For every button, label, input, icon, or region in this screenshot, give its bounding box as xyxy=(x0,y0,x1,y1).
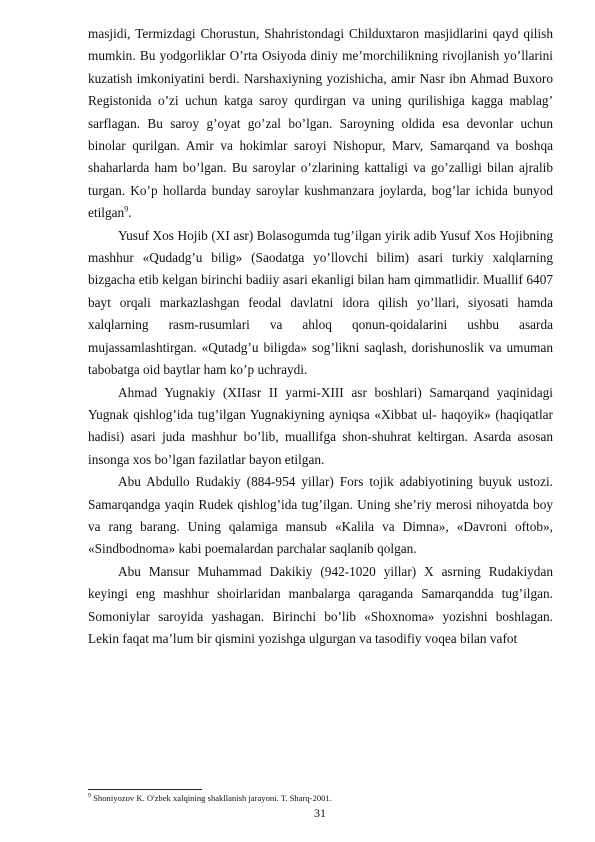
page-number: 31 xyxy=(314,806,326,820)
paragraph-4: Abu Abdullo Rudakiy (884-954 yillar) Fors tojik adabiyotining buyuk ustozi. Samarqandga yaqin Rudek qishlog’ida tug’ilgan. Uning she’riy merosi nihoyatda boy va rang barang. Uning qalamiga mansub «Kalila va Dimna», «Davroni oftob», «Sindbodnoma» kabi poemalardan parchalar saqlanib qolgan. xyxy=(88,474,553,557)
paragraph-3: Ahmad Yugnakiy (XIIasr II yarmi-XIII asr boshlari) Samarqand yaqinidagi Yugnak qishlog’ida tug’ilgan Yugnakiyning ayniqsa «Xibbat ul- haqoyik» (haqiqatlar hadisi) asari juda mashhur bo’lib, muallifga shon-shuhrat keltirgan. Asarda asosan insonga xos bo’lgan fazilatlar bayon etilgan. xyxy=(88,384,553,467)
footnote xyxy=(88,793,553,804)
main-text xyxy=(88,23,553,650)
footnote-text: Shoniyozov K. O'zbek xalqining shakllanish jarayoni. T. Sharq-2001. xyxy=(91,793,332,803)
paragraph-2: Yusuf Xos Hojib (XI asr) Bolasogumda tug’ilgan yirik adib Yusuf Xos Hojibning mashhur «Qudadg’u bilig» (Saodatga yo’llovchi bilim) asari turkiy xalqlarning bizgacha etib kelgan birinchi badiiy asari ekanligi bilan ham qimmatlidir. Muallif 6407 bayt orqali markazlashgan feodal davlatni idora qilish yo’llari, siyosati hamda xalqlarning rasm-rusumlari va ahloq qonun-qoidalarini ushbu asarda mujassamlashtirgan. «Qutadg’u biligda» sog’likni saqlash, dorishunoslik va umuman tabobatga oid baytlar ham ko’p uchraydi. xyxy=(88,227,553,378)
paragraph-1 xyxy=(88,23,553,225)
footnote-reference[interactable]: 9 xyxy=(124,204,129,214)
footnote-number: 9 xyxy=(88,793,91,800)
footnote-divider xyxy=(88,789,202,790)
paragraph-1-text: masjidi, Termizdagi Chorustun, Shahristondagi Childuxtaron masjidlarini qayd qilish mumkin. Bu yodgorliklar O’rta Osiyoda diniy me’morchilikning rivojlanish yo’llarini kuzatish imkoniyatini berdi. Narshaxiyning yozishicha, amir Nasr ibn Ahmad Buxoro Registonida o’zi uchun katga saroy qurdirgan va uning qurilishiga kagga mablag’ sarflagan. Bu saroy g’oyat go’zal bo’lgan. Saroyning oldida esa devonlar uchun binolar qurilgan. Amir va hokimlar saroyi Nishopur, Marv, Samarqand va boshqa shaharlarda ham bo’lgan. Bu saroylar o’zlarining kattaligi va go’zalligi bilan ajralib turgan. Ko’p hollarda bunday saroylar kushmanzara joylarda, bog’lar ichida bunyod etilgan xyxy=(88,26,553,221)
paragraph-5: Abu Mansur Muhammad Dakikiy (942-1020 yillar) X asrning Rudakiydan keyingi eng mashhur shoirlaridan manbalarga qaraganda Samarqandda tug’ilgan. Somoniylar saroyida yashagan. Birinchi bo’lib «Shoxnoma» yozishni boshlagan. Lekin faqat ma’lum bir qismini yozishga ulgurgan va tasodifiy voqea bilan vafot xyxy=(88,563,553,646)
paragraph-1-end: . xyxy=(128,205,132,221)
